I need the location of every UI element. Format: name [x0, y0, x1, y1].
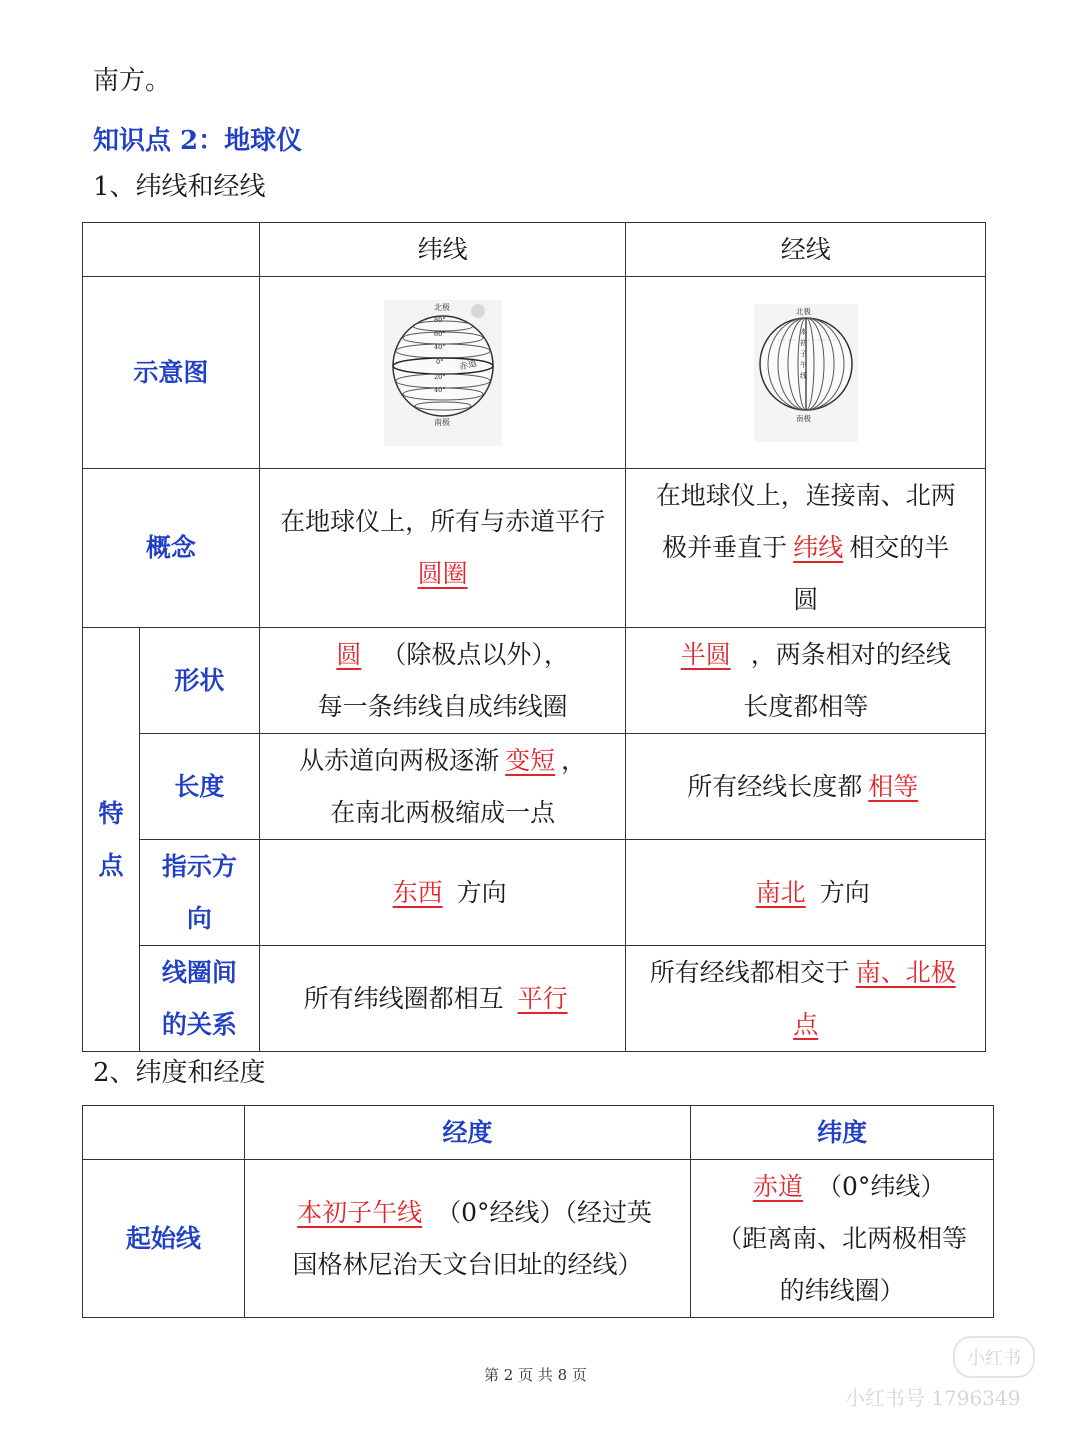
- watermark-logo: 小红书: [953, 1336, 1035, 1378]
- header-jingxian: 经线: [626, 223, 986, 277]
- answer-circle: 圆圈: [417, 559, 468, 588]
- header-weixian: 纬线: [259, 223, 626, 277]
- answer-equator: 赤道: [752, 1171, 803, 1201]
- shape-lon: 半圆 ，两条相对的经线 长度都相等: [626, 628, 986, 734]
- lat-globe-equator: 赤道: [457, 358, 478, 373]
- section-title: 知识点 2：地球仪: [93, 126, 303, 156]
- direction-lat: 东西 方向: [259, 840, 626, 946]
- answer-bianduan: 变短: [505, 745, 556, 775]
- lat-tick: 60°: [433, 329, 446, 338]
- start-lat: 赤道 （0°纬线） （距离南、北两极相等 的纬线圈）: [691, 1160, 994, 1318]
- answer-dian: 点: [793, 1009, 819, 1039]
- lon-globe-cell: [626, 277, 986, 469]
- page-footer: 第 2 页 共 8 页: [484, 1366, 587, 1384]
- lat-tick: 0°: [435, 357, 443, 366]
- answer-dongxi: 东西: [392, 877, 443, 907]
- meridian-char: 本: [799, 327, 807, 336]
- length-lon: 所有经线长度都 相等: [626, 734, 986, 840]
- concept-lon-line1: 在地球仪上，连接南、北两: [655, 481, 956, 510]
- row-label-concept: 概念: [83, 469, 260, 628]
- lat-tick: 40°: [433, 342, 446, 351]
- lat-lon-table: [82, 222, 986, 1052]
- lat-tick: 80°: [433, 315, 446, 324]
- shape-lat: 圆 （除极点以外）， 每一条纬线自成纬线圈: [259, 628, 626, 734]
- row-label-start-line: 起始线: [83, 1160, 245, 1318]
- start-lon: 本初子午线 （0°经线）（经过英 国格林尼治天文台旧址的经线）: [244, 1160, 690, 1318]
- concept-lat-line1: 在地球仪上，所有与赤道平行: [280, 507, 606, 536]
- group-label-features: 特 点: [83, 628, 140, 1052]
- answer-xiangdeng: 相等: [868, 771, 919, 801]
- corner-cell: [83, 223, 260, 277]
- lat-globe-cell: [259, 277, 626, 469]
- subsection-title-1: 1、纬线和经线: [93, 172, 266, 202]
- answer-nanbei: 南北: [755, 877, 806, 907]
- concept-lon: 在地球仪上，连接南、北两 极并垂直于 纬线 相交的半 圆: [626, 469, 986, 628]
- answer-prime-meridian: 本初子午线: [297, 1197, 423, 1227]
- corner-cell-2: [83, 1106, 245, 1160]
- answer-pingxing: 平行: [517, 983, 568, 1013]
- answer-banyuan: 半圆: [680, 639, 731, 669]
- meridian-char: 午: [799, 360, 807, 369]
- answer-weixian: 纬线: [793, 533, 844, 562]
- longitude-globe-diagram: [754, 304, 858, 442]
- row-label-shape: 形状: [139, 628, 259, 734]
- latitude-globe-diagram: [384, 300, 502, 446]
- lon-globe-south: 南极: [795, 413, 811, 423]
- row-label-relation: 线圈间 的关系: [139, 946, 259, 1052]
- row-label-diagram: 示意图: [83, 277, 260, 469]
- row-label-direction: 指示方 向: [139, 840, 259, 946]
- relation-lon: 所有经线都相交于 南、北极 点: [626, 946, 986, 1052]
- meridian-char: 线: [799, 371, 807, 380]
- watermark-id: 小红书号 1796349: [845, 1386, 1021, 1410]
- lon-globe-north: 北极: [795, 306, 811, 316]
- lat-globe-south: 南极: [433, 417, 450, 427]
- lat-tick: 40°: [433, 385, 446, 394]
- subsection-title-2: 2、纬度和经度: [93, 1058, 266, 1088]
- direction-lon: 南北 方向: [626, 840, 986, 946]
- lat-lon-degree-table: [82, 1105, 994, 1318]
- row-label-length: 长度: [139, 734, 259, 840]
- length-lat: 从赤道向两极逐渐 变短 ， 在南北两极缩成一点: [259, 734, 626, 840]
- relation-lat: 所有纬线圈都相互 平行: [259, 946, 626, 1052]
- concept-lat: [259, 469, 626, 628]
- meridian-char: 初: [799, 338, 807, 347]
- meridian-char: 子: [799, 349, 807, 358]
- lat-globe-north: 北极: [433, 302, 450, 312]
- answer-nanbeiji: 南、北极: [855, 957, 956, 987]
- intro-tail: 南方。: [93, 66, 172, 96]
- concept-lon-line3: 圆: [793, 585, 819, 614]
- header-weidu: 纬度: [691, 1106, 994, 1160]
- header-jingdu: 经度: [244, 1106, 690, 1160]
- answer-yuan: 圆: [336, 639, 362, 669]
- lat-tick: 20°: [433, 372, 446, 381]
